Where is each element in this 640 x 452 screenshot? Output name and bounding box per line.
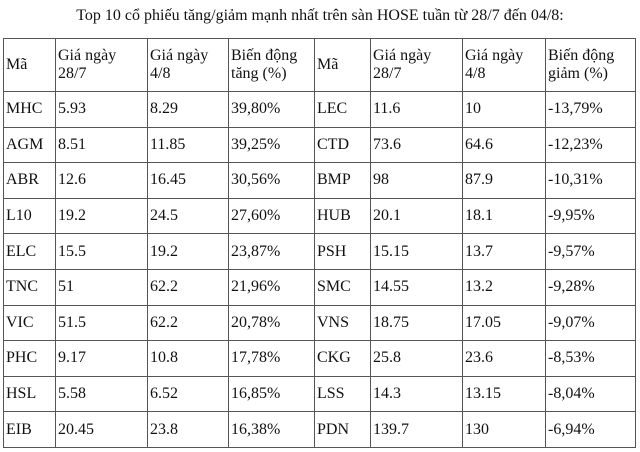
cell-change-up: 16,85%: [229, 376, 315, 412]
cell-code-loss: CKG: [315, 341, 371, 377]
table-row: [4, 269, 636, 305]
header-price-0728-gain: Giá ngày 28/7: [56, 39, 148, 92]
table-row: [4, 412, 636, 448]
cell-change-up: 21,96%: [229, 269, 315, 305]
cell-code-gain: ABR: [4, 163, 56, 199]
cell-code-gain: HSL: [4, 376, 56, 412]
cell-change-up: 16,38%: [229, 412, 315, 448]
header-change-up: Biến động tăng (%): [229, 39, 315, 92]
cell-price-0408-gain: 62.2: [148, 269, 229, 305]
table-row: [4, 92, 636, 128]
cell-change-down: -8,04%: [546, 376, 636, 412]
cell-price-0408-gain: 23.8: [148, 412, 229, 448]
cell-code-gain: PHC: [4, 341, 56, 377]
cell-price-0408-loss: 130: [463, 412, 546, 448]
cell-price-0408-gain: 24.5: [148, 198, 229, 234]
cell-change-down: -9,95%: [546, 198, 636, 234]
cell-price-0728-loss: 139.7: [371, 412, 463, 448]
cell-code-loss: PDN: [315, 412, 371, 448]
header-code-gain: Mã: [4, 39, 56, 92]
table-row: [4, 234, 636, 270]
cell-code-loss: PSH: [315, 234, 371, 270]
cell-price-0408-loss: 87.9: [463, 163, 546, 199]
cell-change-down: -13,79%: [546, 92, 636, 128]
cell-price-0728-gain: 20.45: [56, 412, 148, 448]
cell-code-gain: EIB: [4, 412, 56, 448]
cell-change-down: -9,07%: [546, 305, 636, 341]
cell-change-up: 17,78%: [229, 341, 315, 377]
cell-price-0728-gain: 5.93: [56, 92, 148, 128]
header-price-0408-gain: Giá ngày 4/8: [148, 39, 229, 92]
cell-change-up: 39,25%: [229, 127, 315, 163]
cell-change-down: -9,28%: [546, 269, 636, 305]
cell-price-0408-loss: 23.6: [463, 341, 546, 377]
cell-code-loss: LEC: [315, 92, 371, 128]
cell-price-0728-loss: 98: [371, 163, 463, 199]
header-change-down: Biến động giảm (%): [546, 39, 636, 92]
cell-price-0728-gain: 51.5: [56, 305, 148, 341]
cell-change-down: -6,94%: [546, 412, 636, 448]
cell-code-gain: MHC: [4, 92, 56, 128]
cell-change-down: -12,23%: [546, 127, 636, 163]
cell-code-gain: L10: [4, 198, 56, 234]
cell-price-0728-loss: 14.3: [371, 376, 463, 412]
cell-price-0728-loss: 25.8: [371, 341, 463, 377]
cell-price-0408-gain: 11.85: [148, 127, 229, 163]
cell-price-0728-loss: 11.6: [371, 92, 463, 128]
cell-price-0728-gain: 8.51: [56, 127, 148, 163]
cell-code-loss: LSS: [315, 376, 371, 412]
cell-code-loss: CTD: [315, 127, 371, 163]
cell-price-0728-gain: 12.6: [56, 163, 148, 199]
cell-price-0408-loss: 13.7: [463, 234, 546, 270]
cell-price-0408-loss: 13.2: [463, 269, 546, 305]
cell-change-up: 30,56%: [229, 163, 315, 199]
table-row: [4, 127, 636, 163]
cell-code-loss: SMC: [315, 269, 371, 305]
table-title: Top 10 cổ phiếu tăng/giảm mạnh nhất trên sàn HOSE tuần từ 28/7 đến 04/8:: [76, 7, 564, 24]
cell-price-0408-loss: 18.1: [463, 198, 546, 234]
cell-price-0408-gain: 8.29: [148, 92, 229, 128]
cell-change-up: 39,80%: [229, 92, 315, 128]
cell-change-down: -9,57%: [546, 234, 636, 270]
cell-price-0408-gain: 6.52: [148, 376, 229, 412]
cell-code-loss: BMP: [315, 163, 371, 199]
cell-code-gain: VIC: [4, 305, 56, 341]
cell-price-0408-loss: 64.6: [463, 127, 546, 163]
table-row: [4, 376, 636, 412]
cell-price-0728-loss: 14.55: [371, 269, 463, 305]
cell-change-down: -10,31%: [546, 163, 636, 199]
cell-price-0728-loss: 15.15: [371, 234, 463, 270]
cell-code-loss: VNS: [315, 305, 371, 341]
header-price-0408-loss: Giá ngày 4/8: [463, 39, 546, 92]
cell-price-0728-gain: 9.17: [56, 341, 148, 377]
cell-price-0408-gain: 16.45: [148, 163, 229, 199]
stock-table: [3, 38, 636, 448]
cell-change-up: 20,78%: [229, 305, 315, 341]
cell-price-0728-gain: 15.5: [56, 234, 148, 270]
cell-code-gain: ELC: [4, 234, 56, 270]
cell-price-0728-loss: 20.1: [371, 198, 463, 234]
cell-price-0408-loss: 10: [463, 92, 546, 128]
header-code-loss: Mã: [315, 39, 371, 92]
cell-price-0408-loss: 13.15: [463, 376, 546, 412]
cell-code-loss: HUB: [315, 198, 371, 234]
cell-price-0728-loss: 18.75: [371, 305, 463, 341]
table-row: [4, 163, 636, 199]
table-row: [4, 341, 636, 377]
cell-price-0728-gain: 19.2: [56, 198, 148, 234]
cell-price-0728-gain: 51: [56, 269, 148, 305]
table-row: [4, 305, 636, 341]
cell-change-up: 27,60%: [229, 198, 315, 234]
cell-change-down: -8,53%: [546, 341, 636, 377]
cell-change-up: 23,87%: [229, 234, 315, 270]
cell-price-0408-gain: 62.2: [148, 305, 229, 341]
cell-price-0408-gain: 19.2: [148, 234, 229, 270]
cell-code-gain: TNC: [4, 269, 56, 305]
table-row: [4, 198, 636, 234]
cell-price-0408-gain: 10.8: [148, 341, 229, 377]
cell-code-gain: AGM: [4, 127, 56, 163]
cell-price-0728-loss: 73.6: [371, 127, 463, 163]
header-row: [4, 39, 636, 92]
cell-price-0408-loss: 17.05: [463, 305, 546, 341]
header-price-0728-loss: Giá ngày 28/7: [371, 39, 463, 92]
cell-price-0728-gain: 5.58: [56, 376, 148, 412]
